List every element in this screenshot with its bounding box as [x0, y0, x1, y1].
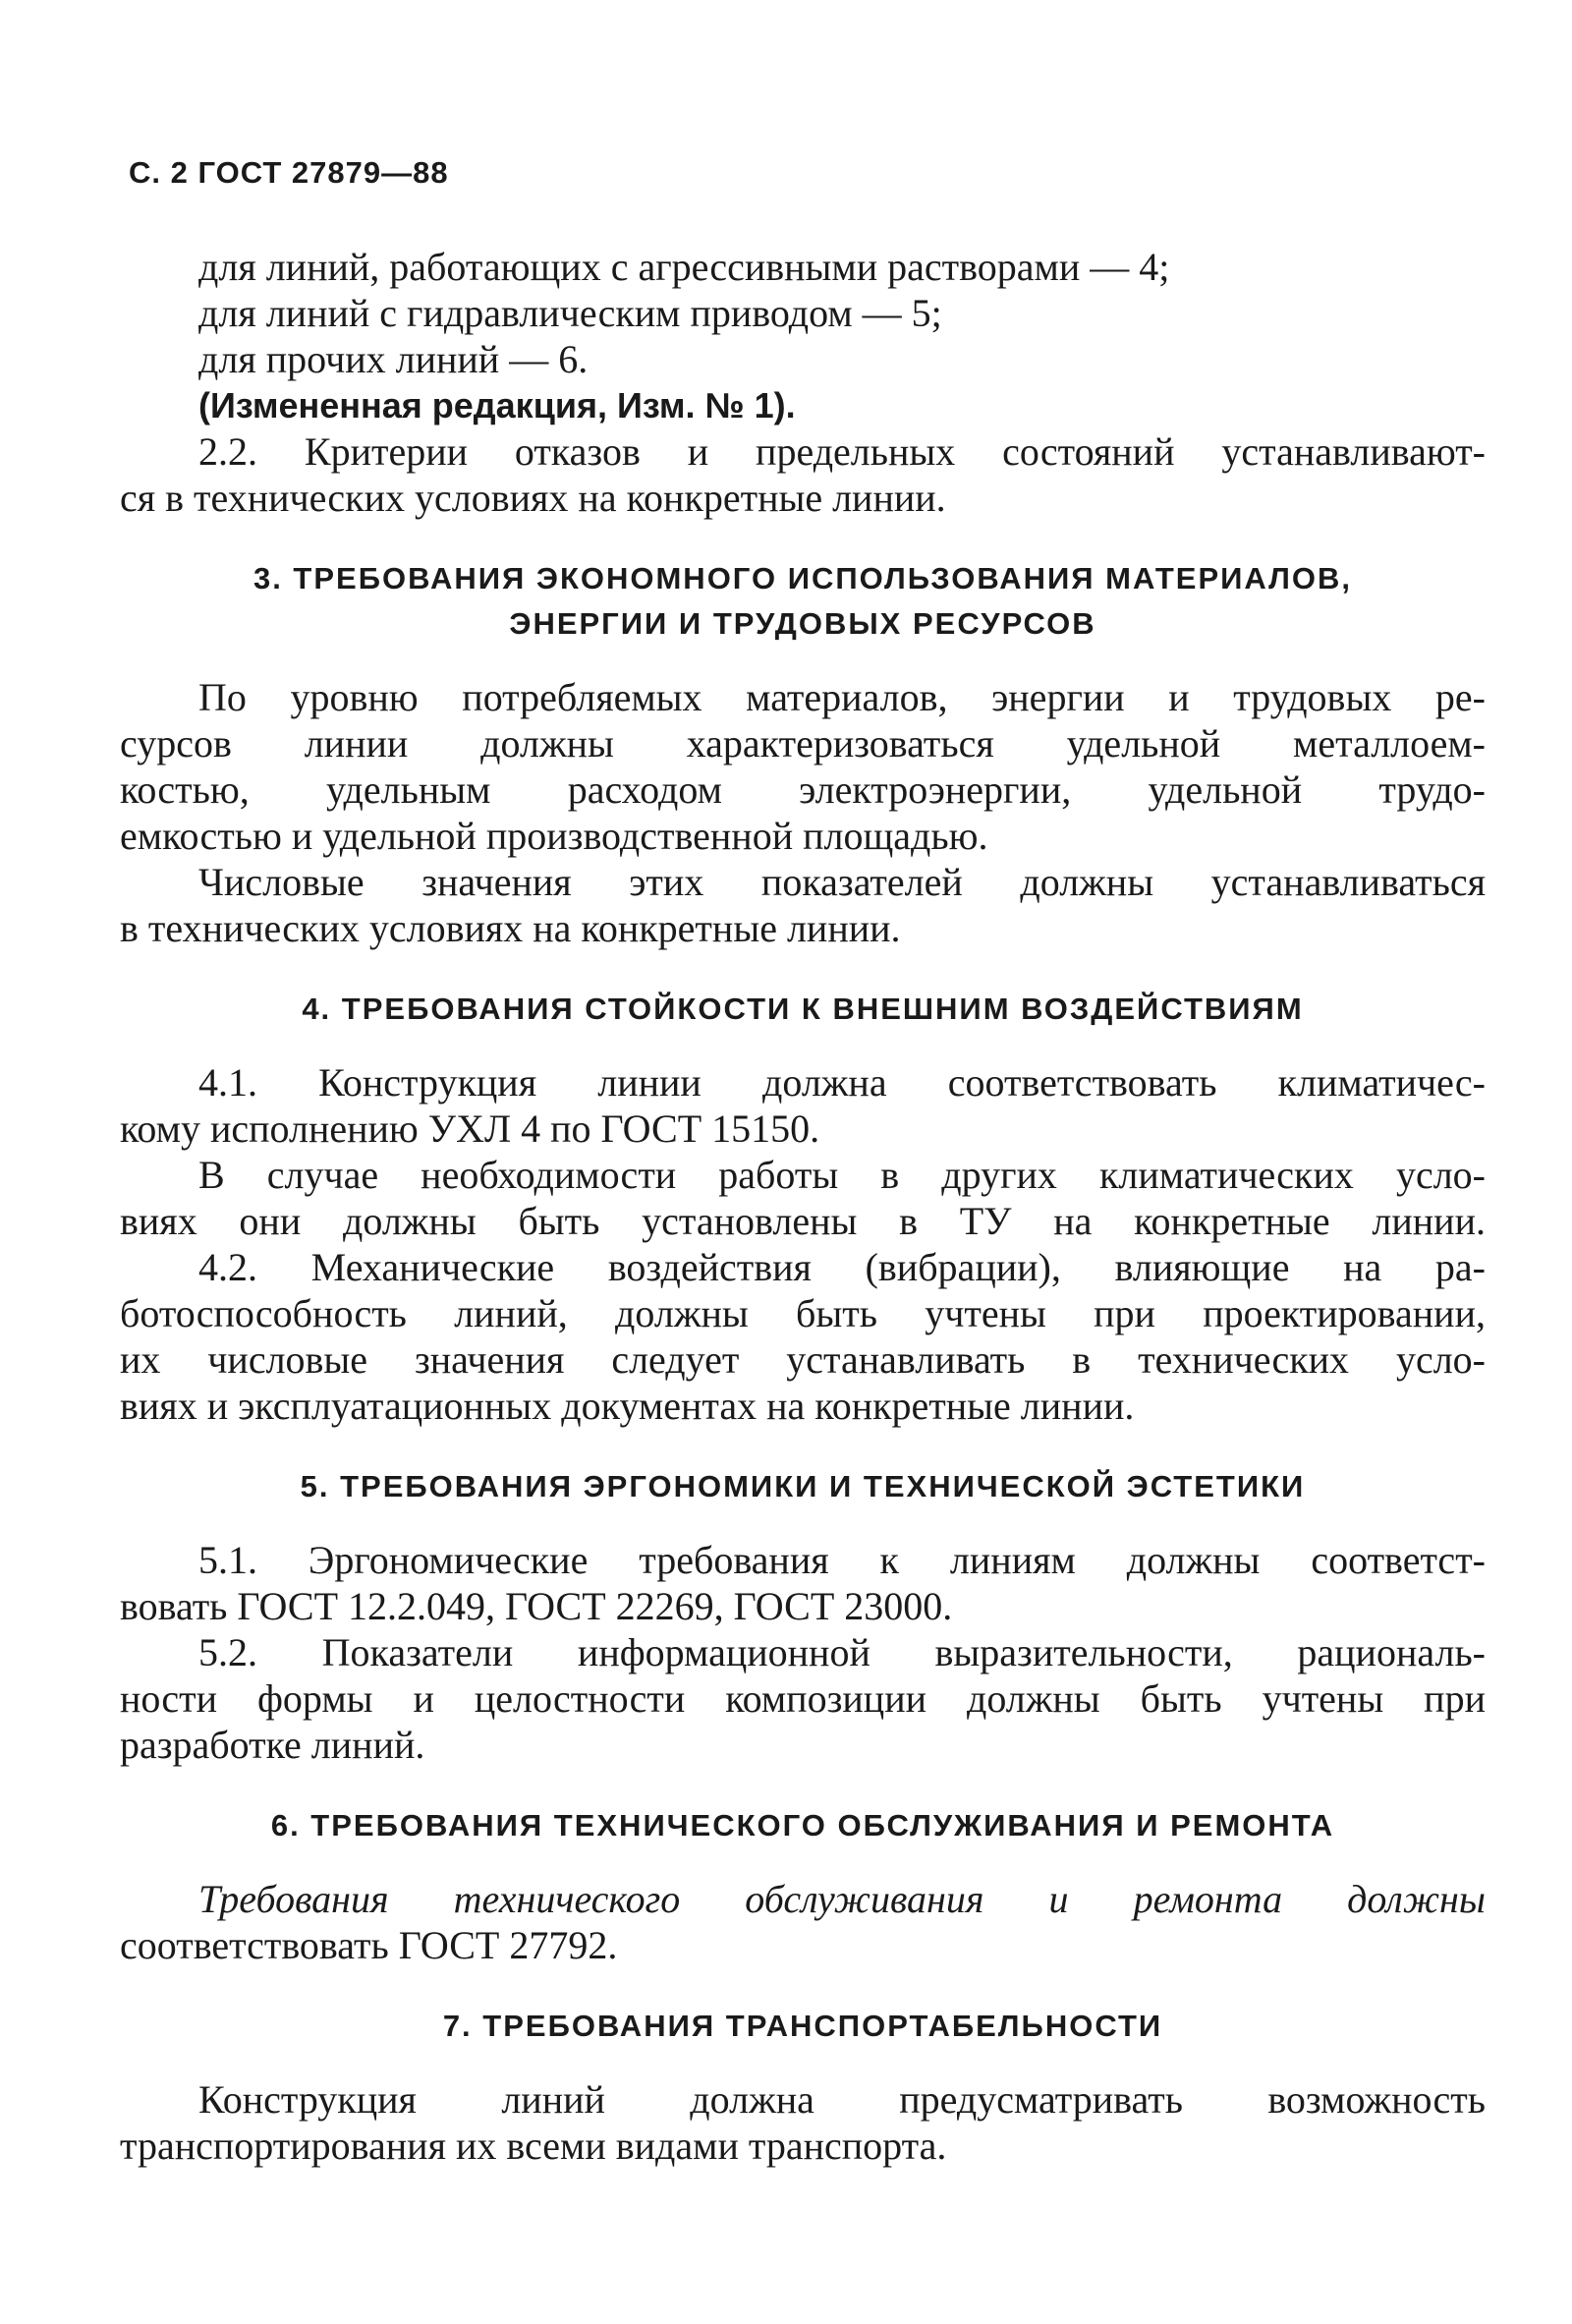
paragraph-4-2-line: их числовые значения следует устанавливать в технических усло- — [120, 1337, 1486, 1382]
paragraph-5-2-line: 5.2. Показатели информационной выразительности, рациональ- — [198, 1630, 1486, 1674]
section-3-paragraph-line: костью, удельным расходом электроэнергии, удельной трудо- — [120, 767, 1486, 812]
paragraph-4-1-line: виях они должны быть установлены в ТУ на конкретные линии. — [120, 1199, 1486, 1243]
paragraph-2-2-line: ся в технических условиях на конкретные линии. — [120, 476, 946, 520]
paragraph-5-1-line: вовать ГОСТ 12.2.049, ГОСТ 22269, ГОСТ 23000. — [120, 1584, 953, 1628]
section-7-title: 7. ТРЕБОВАНИЯ ТРАНСПОРТАБЕЛЬНОСТИ — [442, 2009, 1163, 2043]
paragraph-4-1-line: кому исполнению УХЛ 4 по ГОСТ 15150. — [120, 1106, 820, 1151]
section-6-paragraph-line: соответствовать ГОСТ 27792. — [120, 1923, 618, 1967]
document-body — [120, 244, 1486, 2169]
section-7-paragraph-line: Конструкция линий должна предусматривать возможность — [198, 2077, 1486, 2122]
section-3-paragraph-line: в технических условиях на конкретные линии. — [120, 906, 901, 950]
paragraph-5-2-line: ности формы и целостности композиции должны быть учтены при — [120, 1676, 1486, 1721]
section-3-title: 3. ТРЕБОВАНИЯ ЭКОНОМНОГО ИСПОЛЬЗОВАНИЯ МАТЕРИАЛОВ, — [253, 561, 1353, 595]
paragraph-5-2-line: разработке линий. — [120, 1723, 425, 1767]
paragraph-5-1-line: 5.1. Эргономические требования к линиям должны соответст- — [198, 1538, 1486, 1582]
paragraph-4-2-line: 4.2. Механические воздействия (вибрации), влияющие на ра- — [198, 1245, 1486, 1289]
section-3-paragraph-line: По уровню потребляемых материалов, энергии и трудовых ре- — [198, 675, 1486, 719]
section-6-paragraph-line: Требования технического обслуживания и ремонта должны — [198, 1877, 1486, 1921]
intro-line: для прочих линий — 6. — [198, 337, 589, 381]
paragraph-2-2-line: 2.2. Критерии отказов и предельных состояний устанавливают- — [198, 429, 1486, 474]
intro-line: для линий с гидравлическим приводом — 5; — [198, 291, 942, 335]
paragraph-4-1-line: В случае необходимости работы в других климатических усло- — [198, 1153, 1486, 1197]
section-3-paragraph-line: сурсов линии должны характеризоваться удельной металлоем- — [120, 721, 1486, 765]
section-3-paragraph-line: Числовые значения этих показателей должны устанавливаться — [198, 860, 1486, 904]
paragraph-4-2-line: ботоспособность линий, должны быть учтены при проектировании, — [120, 1291, 1486, 1335]
amendment-note: (Измененная редакция, Изм. № 1). — [198, 385, 796, 425]
paragraph-4-1-line: 4.1. Конструкция линии должна соответствовать климатичес- — [198, 1060, 1486, 1105]
section-7-paragraph-line: транспортирования их всеми видами транспорта. — [120, 2124, 947, 2168]
paragraph-4-2-line: виях и эксплуатационных документах на конкретные линии. — [120, 1384, 1135, 1428]
section-4-title: 4. ТРЕБОВАНИЯ СТОЙКОСТИ К ВНЕШНИМ ВОЗДЕЙСТВИЯМ — [302, 992, 1304, 1026]
page-header: С. 2 ГОСТ 27879—88 — [129, 155, 449, 190]
section-3-paragraph-line: емкостью и удельной производственной площадью. — [120, 814, 988, 858]
section-6-title: 6. ТРЕБОВАНИЯ ТЕХНИЧЕСКОГО ОБСЛУЖИВАНИЯ И РЕМОНТА — [270, 1808, 1335, 1842]
section-5-title: 5. ТРЕБОВАНИЯ ЭРГОНОМИКИ И ТЕХНИЧЕСКОЙ ЭСТЕТИКИ — [300, 1469, 1306, 1503]
section-3-title: ЭНЕРГИИ И ТРУДОВЫХ РЕСУРСОВ — [509, 606, 1096, 641]
intro-line: для линий, работающих с агрессивными растворами — 4; — [198, 245, 1170, 289]
